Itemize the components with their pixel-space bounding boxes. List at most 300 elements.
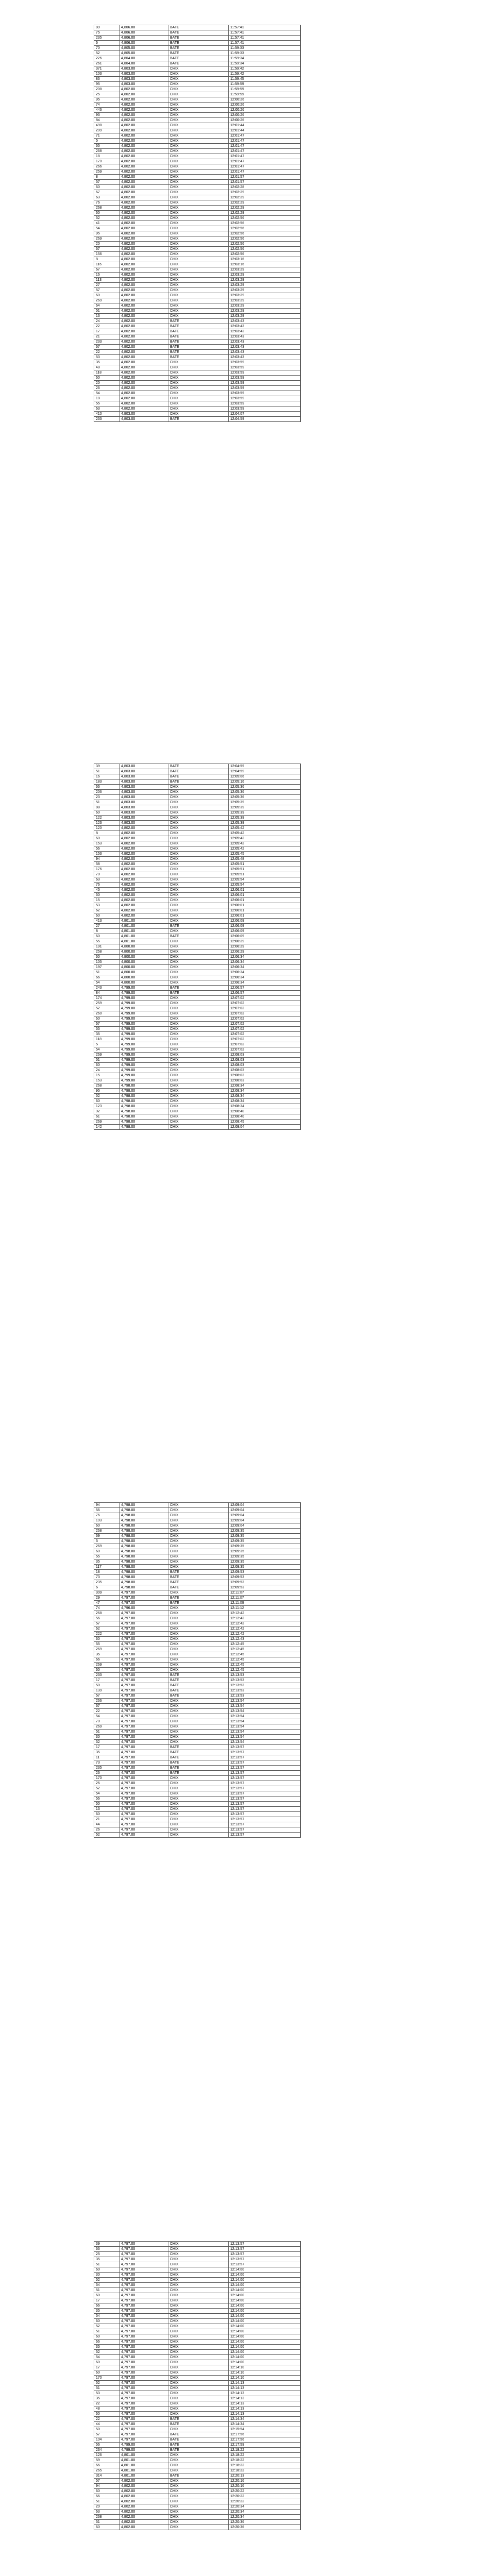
time-cell: 12:03:29 bbox=[229, 283, 301, 288]
trade-table bbox=[94, 25, 301, 422]
price-cell: 4,801.00 bbox=[119, 2453, 168, 2458]
table-row bbox=[94, 77, 301, 82]
time-cell: 11:57:41 bbox=[229, 41, 301, 46]
price-cell: 4,797.00 bbox=[119, 2267, 168, 2273]
venue-cell: CHIX bbox=[168, 2257, 229, 2262]
price-cell: 4,803.00 bbox=[119, 821, 168, 826]
quantity-cell: 92 bbox=[94, 1109, 119, 1114]
table-row bbox=[94, 2432, 301, 2437]
venue-cell: CHIX bbox=[168, 2427, 229, 2432]
time-cell: 12:20:34 bbox=[229, 2510, 301, 2515]
table-row bbox=[94, 1554, 301, 1560]
time-cell: 12:02:29 bbox=[229, 190, 301, 195]
price-cell: 4,802.00 bbox=[119, 826, 168, 831]
quantity-cell: 57 bbox=[94, 180, 119, 185]
quantity-cell: 52 bbox=[94, 2324, 119, 2329]
price-cell: 4,797.00 bbox=[119, 1652, 168, 1657]
quantity-cell: 55 bbox=[94, 1642, 119, 1647]
table-row bbox=[94, 877, 301, 883]
time-cell: 12:05:42 bbox=[229, 826, 301, 831]
quantity-cell: 53 bbox=[94, 903, 119, 908]
quantity-cell: 66 bbox=[94, 2494, 119, 2499]
price-cell: 4,797.00 bbox=[119, 2437, 168, 2443]
time-cell: 12:00:26 bbox=[229, 108, 301, 113]
table-row bbox=[94, 1657, 301, 1663]
price-cell: 4,797.00 bbox=[119, 2324, 168, 2329]
time-cell: 12:14:00 bbox=[229, 2303, 301, 2309]
time-cell: 12:01:47 bbox=[229, 144, 301, 149]
time-cell: 11:59:33 bbox=[229, 46, 301, 51]
venue-cell: CHIX bbox=[168, 2303, 229, 2309]
table-row bbox=[94, 309, 301, 314]
table-row bbox=[94, 2247, 301, 2252]
price-cell: 4,797.00 bbox=[119, 1688, 168, 1693]
quantity-cell: 76 bbox=[94, 200, 119, 206]
quantity-cell: 118 bbox=[94, 1037, 119, 1042]
table-row bbox=[94, 242, 301, 247]
time-cell: 12:20:22 bbox=[229, 2499, 301, 2504]
table-row bbox=[94, 72, 301, 77]
price-cell: 4,797.00 bbox=[119, 1678, 168, 1683]
time-cell: 12:07:02 bbox=[229, 1032, 301, 1037]
time-cell: 12:06:09 bbox=[229, 929, 301, 934]
table-row bbox=[94, 139, 301, 144]
venue-cell: CHIX bbox=[168, 1032, 229, 1037]
venue-cell: CHIX bbox=[168, 2267, 229, 2273]
price-cell: 4,798.00 bbox=[119, 1508, 168, 1513]
table-row bbox=[94, 965, 301, 970]
venue-cell: CHIX bbox=[168, 2499, 229, 2504]
table-row bbox=[94, 1099, 301, 1104]
venue-cell: CHIX bbox=[168, 2350, 229, 2355]
venue-cell: CHIX bbox=[168, 314, 229, 319]
table-row bbox=[94, 2473, 301, 2479]
time-cell: 12:09:53 bbox=[229, 1570, 301, 1575]
venue-cell: BATE bbox=[168, 1580, 229, 1585]
venue-cell: CHIX bbox=[168, 1642, 229, 1647]
quantity-cell: 22 bbox=[94, 2417, 119, 2422]
venue-cell: CHIX bbox=[168, 1724, 229, 1730]
table-row bbox=[94, 1642, 301, 1647]
price-cell: 4,802.00 bbox=[119, 309, 168, 314]
price-cell: 4,802.00 bbox=[119, 200, 168, 206]
time-cell: 12:02:29 bbox=[229, 206, 301, 211]
price-cell: 4,800.00 bbox=[119, 980, 168, 986]
price-cell: 4,799.00 bbox=[119, 1068, 168, 1073]
price-cell: 4,797.00 bbox=[119, 2262, 168, 2267]
quantity-cell: 60 bbox=[94, 2525, 119, 2530]
time-cell: 12:13:57 bbox=[229, 2247, 301, 2252]
trade-table bbox=[94, 1502, 301, 1838]
table-row bbox=[94, 883, 301, 888]
price-cell: 4,799.00 bbox=[119, 1011, 168, 1016]
price-cell: 4,797.00 bbox=[119, 1632, 168, 1637]
table-row bbox=[94, 975, 301, 980]
price-cell: 4,799.00 bbox=[119, 986, 168, 991]
price-cell: 4,802.00 bbox=[119, 180, 168, 185]
quantity-cell: 35 bbox=[94, 1652, 119, 1657]
venue-cell: BATE bbox=[168, 774, 229, 779]
price-cell: 4,797.00 bbox=[119, 1699, 168, 1704]
table-row bbox=[94, 1652, 301, 1657]
venue-cell: CHIX bbox=[168, 2278, 229, 2283]
quantity-cell: 5 bbox=[94, 139, 119, 144]
price-cell: 4,797.00 bbox=[119, 1601, 168, 1606]
table-row bbox=[94, 1781, 301, 1786]
price-cell: 4,797.00 bbox=[119, 2355, 168, 2360]
table-row bbox=[94, 2499, 301, 2504]
price-cell: 4,802.00 bbox=[119, 87, 168, 92]
venue-cell: CHIX bbox=[168, 1523, 229, 1529]
table-row bbox=[94, 1565, 301, 1570]
table-row bbox=[94, 211, 301, 216]
table-row bbox=[94, 2494, 301, 2499]
table-row bbox=[94, 1616, 301, 1621]
table-row bbox=[94, 1601, 301, 1606]
table-row bbox=[94, 36, 301, 41]
price-cell: 4,797.00 bbox=[119, 2298, 168, 2303]
price-cell: 4,797.00 bbox=[119, 1833, 168, 1838]
table-row bbox=[94, 252, 301, 257]
table-row bbox=[94, 345, 301, 350]
quantity-cell: 51 bbox=[94, 769, 119, 774]
table-row bbox=[94, 826, 301, 831]
table-row bbox=[94, 2262, 301, 2267]
price-cell: 4,800.00 bbox=[119, 955, 168, 960]
table-row bbox=[94, 1786, 301, 1791]
time-cell: 12:12:45 bbox=[229, 1668, 301, 1673]
venue-cell: CHIX bbox=[168, 1776, 229, 1781]
table-row bbox=[94, 2324, 301, 2329]
quantity-cell: 170 bbox=[94, 159, 119, 164]
price-cell: 4,798.00 bbox=[119, 1114, 168, 1120]
quantity-cell: 54 bbox=[94, 1714, 119, 1719]
time-cell: 12:07:02 bbox=[229, 1042, 301, 1047]
venue-cell: BATE bbox=[168, 1688, 229, 1693]
table-row bbox=[94, 283, 301, 288]
venue-cell: CHIX bbox=[168, 1621, 229, 1626]
price-cell: 4,799.00 bbox=[119, 1001, 168, 1006]
time-cell: 12:14:34 bbox=[229, 2417, 301, 2422]
price-cell: 4,802.00 bbox=[119, 283, 168, 288]
price-cell: 4,802.00 bbox=[119, 2515, 168, 2520]
time-cell: 12:11:07 bbox=[229, 1590, 301, 1596]
time-cell: 12:03:59 bbox=[229, 401, 301, 406]
table-row bbox=[94, 231, 301, 236]
quantity-cell: 60 bbox=[94, 1812, 119, 1817]
price-cell: 4,799.00 bbox=[119, 1078, 168, 1083]
quantity-cell: 57 bbox=[94, 2432, 119, 2437]
price-cell: 4,804.00 bbox=[119, 61, 168, 66]
quantity-cell: 60 bbox=[94, 913, 119, 919]
venue-cell: CHIX bbox=[168, 360, 229, 365]
price-cell: 4,797.00 bbox=[119, 1596, 168, 1601]
time-cell: 12:05:45 bbox=[229, 852, 301, 857]
quantity-cell: 74 bbox=[94, 103, 119, 108]
quantity-cell: 233 bbox=[94, 417, 119, 422]
price-cell: 4,797.00 bbox=[119, 2257, 168, 2262]
time-cell: 12:13:57 bbox=[229, 1812, 301, 1817]
quantity-cell: 51 bbox=[94, 1058, 119, 1063]
quantity-cell: 35 bbox=[94, 2396, 119, 2401]
time-cell: 12:13:57 bbox=[229, 1786, 301, 1791]
time-cell: 12:20:22 bbox=[229, 2489, 301, 2494]
quantity-cell: 23 bbox=[94, 795, 119, 800]
price-cell: 4,802.00 bbox=[119, 154, 168, 159]
quantity-cell: 269 bbox=[94, 236, 119, 242]
venue-cell: BATE bbox=[168, 1570, 229, 1575]
time-cell: 12:06:09 bbox=[229, 934, 301, 939]
time-cell: 12:01:57 bbox=[229, 175, 301, 180]
table-row bbox=[94, 334, 301, 340]
time-cell: 12:14:13 bbox=[229, 2386, 301, 2391]
venue-cell: CHIX bbox=[168, 965, 229, 970]
quantity-cell: 56 bbox=[94, 1797, 119, 1802]
venue-cell: CHIX bbox=[168, 1508, 229, 1513]
venue-cell: CHIX bbox=[168, 2494, 229, 2499]
quantity-cell: 174 bbox=[94, 996, 119, 1001]
time-cell: 12:06:57 bbox=[229, 986, 301, 991]
price-cell: 4,797.00 bbox=[119, 1673, 168, 1678]
table-row bbox=[94, 30, 301, 36]
venue-cell: BATE bbox=[168, 1755, 229, 1760]
table-row bbox=[94, 396, 301, 401]
quantity-cell: 60 bbox=[94, 2412, 119, 2417]
price-cell: 4,797.00 bbox=[119, 2412, 168, 2417]
time-cell: 12:13:54 bbox=[229, 1704, 301, 1709]
table-row bbox=[94, 955, 301, 960]
quantity-cell: 60 bbox=[94, 934, 119, 939]
time-cell: 12:08:03 bbox=[229, 1078, 301, 1083]
time-cell: 12:06:01 bbox=[229, 893, 301, 898]
time-cell: 12:03:43 bbox=[229, 355, 301, 360]
price-cell: 4,802.00 bbox=[119, 97, 168, 103]
time-cell: 12:05:36 bbox=[229, 795, 301, 800]
quantity-cell: 268 bbox=[94, 206, 119, 211]
quantity-cell: 309 bbox=[94, 1590, 119, 1596]
venue-cell: BATE bbox=[168, 51, 229, 56]
quantity-cell: 95 bbox=[94, 82, 119, 87]
quantity-cell: 52 bbox=[94, 1094, 119, 1099]
table-row bbox=[94, 996, 301, 1001]
table-row bbox=[94, 1001, 301, 1006]
time-cell: 12:05:36 bbox=[229, 785, 301, 790]
venue-cell: CHIX bbox=[168, 298, 229, 303]
price-cell: 4,802.00 bbox=[119, 298, 168, 303]
quantity-cell: 269 bbox=[94, 1647, 119, 1652]
quantity-cell: 76 bbox=[94, 883, 119, 888]
venue-cell: CHIX bbox=[168, 836, 229, 841]
price-cell: 4,798.00 bbox=[119, 1539, 168, 1544]
price-cell: 4,797.00 bbox=[119, 1745, 168, 1750]
quantity-cell: 35 bbox=[94, 2345, 119, 2350]
quantity-cell: 118 bbox=[94, 370, 119, 376]
time-cell: 12:01:47 bbox=[229, 139, 301, 144]
time-cell: 12:06:01 bbox=[229, 888, 301, 893]
time-cell: 12:09:35 bbox=[229, 1534, 301, 1539]
time-cell: 12:07:02 bbox=[229, 1001, 301, 1006]
time-cell: 12:03:43 bbox=[229, 334, 301, 340]
table-row bbox=[94, 2396, 301, 2401]
table-row bbox=[94, 340, 301, 345]
venue-cell: CHIX bbox=[168, 1109, 229, 1114]
price-cell: 4,797.00 bbox=[119, 1822, 168, 1827]
time-cell: 12:02:29 bbox=[229, 211, 301, 216]
table-row bbox=[94, 1523, 301, 1529]
table-row bbox=[94, 1719, 301, 1724]
time-cell: 12:09:04 bbox=[229, 1503, 301, 1508]
time-cell: 12:14:00 bbox=[229, 2293, 301, 2298]
quantity-cell: 32 bbox=[94, 1740, 119, 1745]
table-row bbox=[94, 2293, 301, 2298]
price-cell: 4,802.00 bbox=[119, 913, 168, 919]
price-cell: 4,797.00 bbox=[119, 1802, 168, 1807]
time-cell: 12:14:00 bbox=[229, 2309, 301, 2314]
quantity-cell: 57 bbox=[94, 1693, 119, 1699]
venue-cell: CHIX bbox=[168, 2252, 229, 2257]
table-row bbox=[94, 195, 301, 200]
price-cell: 4,806.00 bbox=[119, 25, 168, 30]
quantity-cell: 243 bbox=[94, 986, 119, 991]
quantity-cell: 268 bbox=[94, 1611, 119, 1616]
venue-cell: BATE bbox=[168, 340, 229, 345]
table-row bbox=[94, 288, 301, 293]
table-row bbox=[94, 1791, 301, 1797]
table-row bbox=[94, 2355, 301, 2360]
table-row bbox=[94, 1053, 301, 1058]
quantity-cell: 63 bbox=[94, 877, 119, 883]
table-row bbox=[94, 267, 301, 273]
time-cell: 12:03:59 bbox=[229, 386, 301, 391]
price-cell: 4,798.00 bbox=[119, 1109, 168, 1114]
venue-cell: CHIX bbox=[168, 929, 229, 934]
venue-cell: CHIX bbox=[168, 303, 229, 309]
quantity-cell: 35 bbox=[94, 1032, 119, 1037]
venue-cell: BATE bbox=[168, 324, 229, 329]
venue-cell: CHIX bbox=[168, 2309, 229, 2314]
quantity-cell: 60 bbox=[94, 2293, 119, 2298]
venue-cell: BATE bbox=[168, 2432, 229, 2437]
quantity-cell: 52 bbox=[94, 2278, 119, 2283]
quantity-cell: 235 bbox=[94, 1580, 119, 1585]
venue-cell: CHIX bbox=[168, 1699, 229, 1704]
price-cell: 4,797.00 bbox=[119, 2340, 168, 2345]
price-cell: 4,802.00 bbox=[119, 381, 168, 386]
time-cell: 12:08:40 bbox=[229, 1109, 301, 1114]
table-row bbox=[94, 2437, 301, 2443]
venue-cell: CHIX bbox=[168, 955, 229, 960]
table-row bbox=[94, 2267, 301, 2273]
quantity-cell: 15 bbox=[94, 898, 119, 903]
quantity-cell: 29 bbox=[94, 1596, 119, 1601]
table-row bbox=[94, 2278, 301, 2283]
time-cell: 12:07:02 bbox=[229, 1011, 301, 1016]
price-cell: 4,803.00 bbox=[119, 779, 168, 785]
quantity-cell: 57 bbox=[94, 1621, 119, 1626]
table-row bbox=[94, 1570, 301, 1575]
venue-cell: CHIX bbox=[168, 1719, 229, 1724]
time-cell: 11:59:45 bbox=[229, 77, 301, 82]
venue-cell: CHIX bbox=[168, 113, 229, 118]
venue-cell: BATE bbox=[168, 779, 229, 785]
quantity-cell: 51 bbox=[94, 309, 119, 314]
quantity-cell: 17 bbox=[94, 1678, 119, 1683]
venue-cell: CHIX bbox=[168, 1037, 229, 1042]
table-row bbox=[94, 857, 301, 862]
table-row bbox=[94, 2334, 301, 2340]
table-row bbox=[94, 785, 301, 790]
venue-cell: CHIX bbox=[168, 2355, 229, 2360]
table-row bbox=[94, 216, 301, 221]
price-cell: 4,798.00 bbox=[119, 1565, 168, 1570]
time-cell: 12:09:53 bbox=[229, 1585, 301, 1590]
price-cell: 4,799.00 bbox=[119, 1063, 168, 1068]
quantity-cell: 70 bbox=[94, 872, 119, 877]
time-cell: 12:08:34 bbox=[229, 1094, 301, 1099]
table-row bbox=[94, 1529, 301, 1534]
time-cell: 12:03:43 bbox=[229, 350, 301, 355]
venue-cell: CHIX bbox=[168, 975, 229, 980]
trade-table-block bbox=[94, 1502, 301, 1838]
price-cell: 4,802.00 bbox=[119, 216, 168, 221]
venue-cell: CHIX bbox=[168, 2479, 229, 2484]
quantity-cell: 56 bbox=[94, 1616, 119, 1621]
venue-cell: CHIX bbox=[168, 1554, 229, 1560]
quantity-cell: 84 bbox=[94, 118, 119, 123]
price-cell: 4,802.00 bbox=[119, 846, 168, 852]
price-cell: 4,797.00 bbox=[119, 1786, 168, 1791]
venue-cell: CHIX bbox=[168, 1125, 229, 1130]
venue-cell: BATE bbox=[168, 769, 229, 774]
price-cell: 4,802.00 bbox=[119, 226, 168, 231]
venue-cell: CHIX bbox=[168, 2396, 229, 2401]
time-cell: 12:17:59 bbox=[229, 2443, 301, 2448]
venue-cell: CHIX bbox=[168, 1078, 229, 1083]
venue-cell: CHIX bbox=[168, 1022, 229, 1027]
quantity-cell: 84 bbox=[94, 991, 119, 996]
price-cell: 4,802.00 bbox=[119, 267, 168, 273]
time-cell: 12:03:59 bbox=[229, 376, 301, 381]
price-cell: 4,797.00 bbox=[119, 2252, 168, 2257]
table-row bbox=[94, 986, 301, 991]
price-cell: 4,803.00 bbox=[119, 417, 168, 422]
price-cell: 4,802.00 bbox=[119, 288, 168, 293]
table-row bbox=[94, 1704, 301, 1709]
quantity-cell: 86 bbox=[94, 77, 119, 82]
time-cell: 12:14:00 bbox=[229, 2350, 301, 2355]
table-row bbox=[94, 1740, 301, 1745]
time-cell: 12:13:53 bbox=[229, 1683, 301, 1688]
table-row bbox=[94, 303, 301, 309]
time-cell: 12:14:34 bbox=[229, 2422, 301, 2427]
time-cell: 12:13:57 bbox=[229, 1760, 301, 1766]
time-cell: 12:03:59 bbox=[229, 396, 301, 401]
table-row bbox=[94, 1766, 301, 1771]
quantity-cell: 50 bbox=[94, 1683, 119, 1688]
quantity-cell: 5 bbox=[94, 1539, 119, 1544]
price-cell: 4,799.00 bbox=[119, 1016, 168, 1022]
time-cell: 12:17:56 bbox=[229, 2432, 301, 2437]
price-cell: 4,798.00 bbox=[119, 1513, 168, 1518]
table-row bbox=[94, 991, 301, 996]
time-cell: 12:13:54 bbox=[229, 1735, 301, 1740]
price-cell: 4,802.00 bbox=[119, 206, 168, 211]
table-row bbox=[94, 1104, 301, 1109]
price-cell: 4,799.00 bbox=[119, 1006, 168, 1011]
venue-cell: CHIX bbox=[168, 236, 229, 242]
venue-cell: BATE bbox=[168, 1766, 229, 1771]
venue-cell: BATE bbox=[168, 2443, 229, 2448]
